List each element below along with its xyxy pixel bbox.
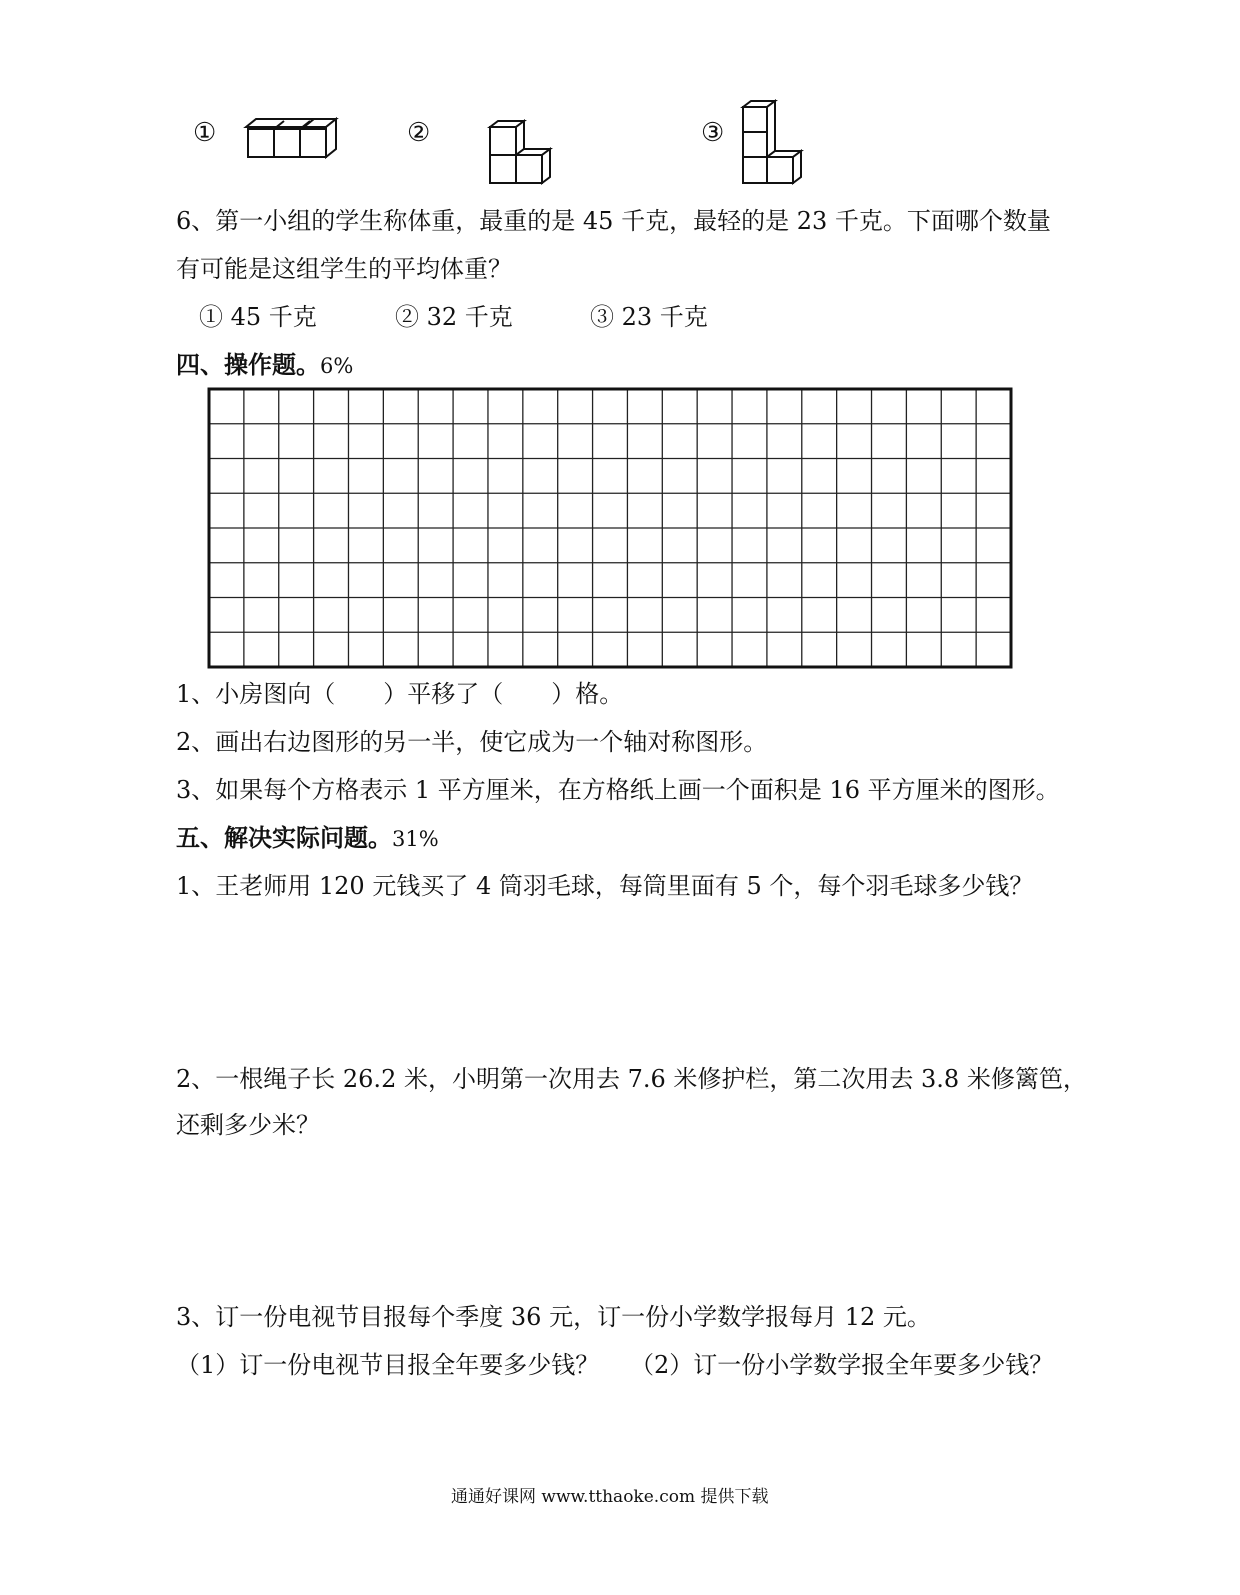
section-4-percent: 6% xyxy=(320,354,354,378)
section-5-percent: 31% xyxy=(392,827,439,851)
shape-2-label: ② xyxy=(407,118,431,148)
s5-question-2-line-1: 2、一根绳子长 26.2 米，小明第一次用去 7.6 米修护栏，第二次用去 3.8 米修篱笆， xyxy=(176,1065,1087,1093)
s4-question-3: 3、如果每个方格表示 1 平方厘米，在方格纸上画一个面积是 16 平方厘米的图形。 xyxy=(176,776,1060,804)
cube-figure-3 xyxy=(741,99,809,187)
s5-question-3-line-1: 3、订一份电视节目报每个季度 36 元，订一份小学数学报每月 12 元。 xyxy=(176,1303,931,1331)
s5-question-1: 1、王老师用 120 元钱买了 4 筒羽毛球，每筒里面有 5 个，每个羽毛球多少钱？ xyxy=(176,872,1034,900)
q6-option-3: ③ 23 千克 xyxy=(590,303,708,331)
section-4-title: 四、操作题。 xyxy=(176,350,320,379)
cube-figure-1 xyxy=(246,117,338,161)
section-4-heading xyxy=(176,350,353,381)
cube-figure-2 xyxy=(486,119,556,185)
s5-question-3-sub-1: （1）订一份电视节目报全年要多少钱？ xyxy=(176,1351,600,1379)
page-footer: 通通好课网 www.tthaoke.com 提供下载 xyxy=(451,1487,769,1507)
q6-option-1: ① 45 千克 xyxy=(199,303,317,331)
grid-paper xyxy=(207,387,1013,669)
q6-line-2: 有可能是这组学生的平均体重？ xyxy=(176,255,512,283)
s4-question-2: 2、画出右边图形的另一半，使它成为一个轴对称图形。 xyxy=(176,728,768,756)
q6-option-2: ② 32 千克 xyxy=(395,303,513,331)
shape-3-label: ③ xyxy=(701,118,725,148)
section-5-heading xyxy=(176,823,439,854)
s5-question-3-sub-2: （2）订一份小学数学报全年要多少钱？ xyxy=(630,1351,1054,1379)
q6-line-1: 6、第一小组的学生称体重，最重的是 45 千克，最轻的是 23 千克。下面哪个数量 xyxy=(176,207,1051,235)
shape-1-label: ① xyxy=(193,118,217,148)
section-5-title: 五、解决实际问题。 xyxy=(176,823,392,852)
s4-question-1: 1、小房图向（ ）平移了（ ）格。 xyxy=(176,680,624,708)
s5-question-2-line-2: 还剩多少米？ xyxy=(176,1111,320,1139)
